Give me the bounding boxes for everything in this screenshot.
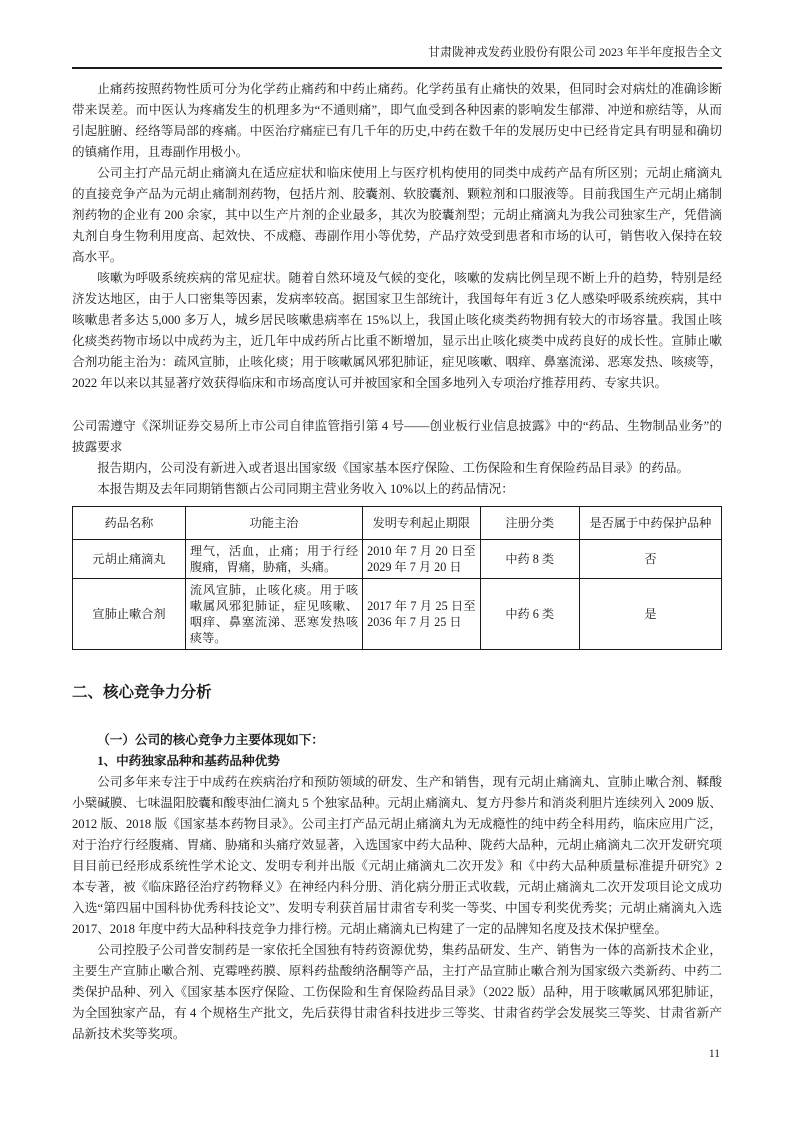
cell-registration-class: 中药 8 类 [480, 540, 579, 579]
table-row [73, 540, 722, 579]
cell-drug-name: 宣肺止嗽合剂 [73, 579, 186, 650]
cell-indications: 理气，活血，止痛；用于行经腹痛，胃痛，胁痛，头痛。 [185, 540, 362, 579]
header-cell-indications: 功能主治 [185, 507, 362, 540]
sub-heading-core-competitiveness-list: （一）公司的核心竞争力主要体现如下： [97, 733, 324, 747]
section-heading-core-competitiveness: 二、核心竞争力分析 [72, 684, 212, 701]
paragraph-table-intro: 本报告期及去年同期销售额占公司同期主营业务收入 10%以上的药品情况： [97, 482, 514, 496]
paragraph-pain-drugs: 止痛药按照药物性质可分为化学药止痛药和中药止痛药。化学药虽有止痛快的效果，但同时会对病灶的准确诊断带来误差。而中医认为疼痛发生的机理多为“不通则痛”，即气血受到各种因素的影响发生郁滞、冲逆和瘀结等，从而引起脏腑、经络等局部的疼痛。中医治疗痛症已有几千年的历史,中药在数千年的发展历史中已经肯定具有明显和确切的镇痛作用，且毒副作用极小。 [72, 82, 722, 159]
cell-drug-name: 元胡止痛滴丸 [73, 540, 186, 579]
document-header [72, 44, 722, 69]
paragraph-exclusive-advantage: 公司多年来专注于中成药在疾病治疗和预防领域的研发、生产和销售，现有元胡止痛滴丸、宣肺止嗽合剂、鞣酸小檗碱膜、七味温阳胶囊和酸枣油仁滴丸 5 个独家品种。元胡止痛滴丸、复方丹参片和消炎利胆片连续列入 2009 版、2012 版、2018 版《国家基本药物目录》。公司主打产品元胡止痛滴丸为无成瘾性的纯中药全科用药，临床应用广泛，对于治疗行经腹痛、胃痛、胁痛和头痛疗效显著，入选国家中药大品种、陇药大品种，元胡止痛滴丸二次开发研究项目目前已经形成系统性学术论文、发明专利并出版《元胡止痛滴丸二次开发》和《中药大品种质量标准提升研究》2 本专著，被《临床路径治疗药物释义》在神经内科分册、消化病分册正式收载，元胡止痛滴丸二次开发项目论文成功入选“第四届中国科协优秀科技论文”、发明专利获首届甘肃省专利奖一等奖、中国专利奖优秀奖；元胡止痛滴丸入选 2017、2018 年度中药大品种科技竞争力排行榜。元胡止痛滴丸已构建了一定的品牌知名度及技术保护壁垒。 [72, 775, 722, 936]
paragraph-subsidiary-puan: 公司控股子公司普安制药是一家依托全国独有特药资源优势，集药品研发、生产、销售为一体的高新技术企业，主要生产宣肺止嗽合剂、克霉唑药膜、原料药盐酸纳洛酮等产品，主打产品宣肺止嗽合剂为国家级六类新药、中药二类保护品种、列入《国家基本医疗保险、工伤保险和生育保险药品目录》（2022 版）品种，用于咳嗽属风邪犯肺证，为全国独家产品，有 4 个规格生产批文，先后获得甘肃省科技进步三等奖、甘肃省药学会发展奖三等奖、甘肃省新产品新技术奖等奖项。 [72, 943, 722, 1041]
cell-tcm-protection: 否 [579, 540, 721, 579]
paragraph-disclosure-requirement: 公司需遵守《深圳证券交易所上市公司自律监管指引第 4 号——创业板行业信息披露》中的“药品、生物制品业务”的披露要求 [72, 419, 722, 454]
drug-table-header [73, 507, 722, 540]
drug-table-body [73, 540, 722, 650]
drug-products-table [72, 506, 722, 650]
header-cell-patent-term: 发明专利起止期限 [363, 507, 480, 540]
cell-registration-class: 中药 6 类 [480, 579, 579, 650]
cell-indications: 流风宣肺，止咳化痰。用于咳嗽属风邪犯肺证，症见咳嗽、咽痒、鼻塞流涕、恶寒发热咳痰等。 [185, 579, 362, 650]
report-header-title: 甘肃陇神戎发药业股份有限公司 2023 年半年度报告全文 [427, 45, 722, 59]
header-cell-registration-class: 注册分类 [480, 507, 579, 540]
paragraph-report-period: 报告期内，公司没有新进入或者退出国家级《国家基本医疗保险、工伤保险和生育保险药品目录》的药品。 [97, 461, 690, 475]
sub-heading-exclusive-varieties: 1、中药独家品种和基药品种优势 [97, 754, 280, 768]
page-number: 11 [708, 1048, 720, 1060]
table-header-row [73, 507, 722, 540]
table-row [73, 579, 722, 650]
header-cell-drug-name: 药品名称 [73, 507, 186, 540]
cell-patent-term: 2017 年 7 月 25 日至 2036 年 7 月 25 日 [363, 579, 480, 650]
header-cell-tcm-protection: 是否属于中药保护品种 [579, 507, 721, 540]
paragraph-main-product: 公司主打产品元胡止痛滴丸在适应症状和临床使用上与医疗机构使用的同类中成药产品有所区别；元胡止痛滴丸的直接竞争产品为元胡止痛制剂药物，包括片剂、胶囊剂、软胶囊剂、颗粒剂和口服液等。目前我国生产元胡止痛制剂药物的企业有 200 余家，其中以生产片剂的企业最多，其次为胶囊剂型；元胡止痛滴丸为我公司独家生产，凭借滴丸剂自身生物利用度高、起效快、不成瘾、毒副作用小等优势，产品疗效受到患者和市场的认可，销售收入保持在较高水平。 [72, 166, 722, 264]
cell-tcm-protection: 是 [579, 579, 721, 650]
cell-patent-term: 2010 年 7 月 20 日至 2029 年 7 月 20 日 [363, 540, 480, 579]
document-body [72, 79, 722, 1045]
paragraph-cough-market: 咳嗽为呼吸系统疾病的常见症状。随着自然环境及气候的变化，咳嗽的发病比例呈现不断上升的趋势，特别是经济发达地区，由于人口密集等因素，发病率较高。据国家卫生部统计，我国每年有近 3 亿人感染呼吸系统疾病，其中咳嗽患者多达 5,000 多万人，城乡居民咳嗽患病率在 15%以上，我国止咳化痰类药物拥有较大的市场容量。我国止咳化痰类药物市场以中成药为主，近几年中成药所占比重不断增加，显示出止咳化痰类中成药良好的成长性。宣肺止嗽合剂功能主治为：疏风宣肺，止咳化痰；用于咳嗽属风邪犯肺证，症见咳嗽、咽痒、鼻塞流涕、恶寒发热、咳痰等，2022 年以来以其显著疗效获得临床和市场高度认可并被国家和全国多地列入专项治疗推荐用药、专家共识。 [72, 271, 722, 390]
